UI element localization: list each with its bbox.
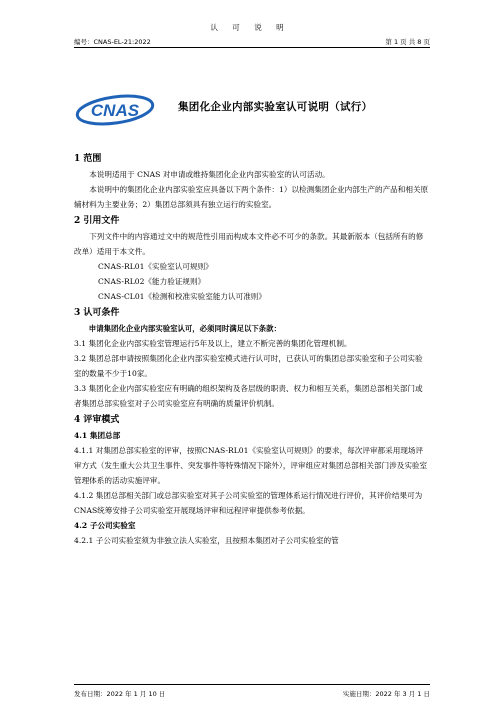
reference-item: CNAS-RL01《实验室认可规则》 [98, 262, 213, 271]
subsection-heading: 4.2 子公司实验室 [74, 521, 136, 530]
section-heading-1: 1 范围 [74, 154, 102, 164]
reference-item: CNAS-CL01《检测和校准实验室能力认可准则》 [98, 292, 266, 301]
header-row [74, 37, 430, 46]
footer-rule [74, 684, 430, 685]
clause: 4.2.1 子公司实验室须为非独立法人实验室，且按照本集团对子公司实验室的管 [74, 536, 339, 545]
clause: 4.1.2 集团总部相关部门或总部实验室对其子公司实验室的管理体系运行情况进行评价，其评价结果可为CNAS统筹安排子公司实验室开展现场评审和远程评审提供参考依据。 [74, 491, 423, 515]
paragraph: 本说明中的集团化企业内部实验室应具备以下两个条件：1）以检测集团企业内部生产的产品和相关原辅材料为主要业务；2）集团总部须具有独立运行的实验室。 [74, 185, 429, 209]
clause: 3.3 集团化企业内部实验室应有明确的组织架构及各层级的职责、权力和相互关系，集团总部相关部门或者集团总部实验室对子公司实验室应有明确的质量评价机制。 [74, 384, 423, 408]
header-title: 认 可 说 明 [210, 23, 290, 32]
effective-date: 实施日期：2022 年 3 月 1 日 [342, 690, 430, 698]
reference-item: CNAS-RL02《能力验证规则》 [98, 277, 206, 286]
cnas-logo [74, 90, 156, 130]
paragraph: 下列文件中的内容通过文中的规范性引用而构成本文件必不可少的条款。其最新版本（包括所有的修改单）适用于本文件。 [74, 232, 424, 256]
section-heading-2: 2 引用文件 [74, 216, 120, 226]
clause: 4.1.1 对集团总部实验室的评审，按照CNAS-RL01《实验室认可规则》的要求，每次评审都采用现场评审方式（发生重大公共卫生事件、突发事件等特殊情况下除外），评审组应对集团总部相关部门涉及实验室管理体系的活动实施评审。 [74, 446, 428, 485]
section-heading-3: 3 认可条件 [74, 308, 120, 318]
svg-text:CNAS: CNAS [90, 101, 140, 120]
issue-date: 发布日期：2022 年 1 月 10 日 [74, 690, 166, 698]
clause: 3.2 集团总部申请按照集团化企业内部实验室模式进行认可时，已获认可的集团总部实验室和子公司实验室的数量不少于10家。 [74, 354, 423, 378]
paragraph: 本说明适用于 CNAS 对申请或维持集团化企业内部实验室的认可活动。 [89, 170, 330, 179]
lead-sentence: 申请集团化企业内部实验室认可，必须同时满足以下条款： [88, 324, 281, 333]
document-body [74, 150, 430, 548]
section-heading-4: 4 评审模式 [74, 415, 120, 425]
document-title: 集团化企业内部实验室认可说明（试行） [178, 101, 373, 113]
clause: 3.1 集团化企业内部实验室管理运行5年及以上，建立不断完善的集团化管理机制。 [74, 339, 352, 348]
subsection-heading: 4.1 集团总部 [74, 431, 121, 440]
doc-number: 编号：CNAS-EL-21:2022 [74, 38, 151, 46]
page-info: 第 1 页 共 8 页 [385, 38, 430, 46]
header-rule [74, 47, 430, 48]
footer-row [74, 689, 430, 698]
